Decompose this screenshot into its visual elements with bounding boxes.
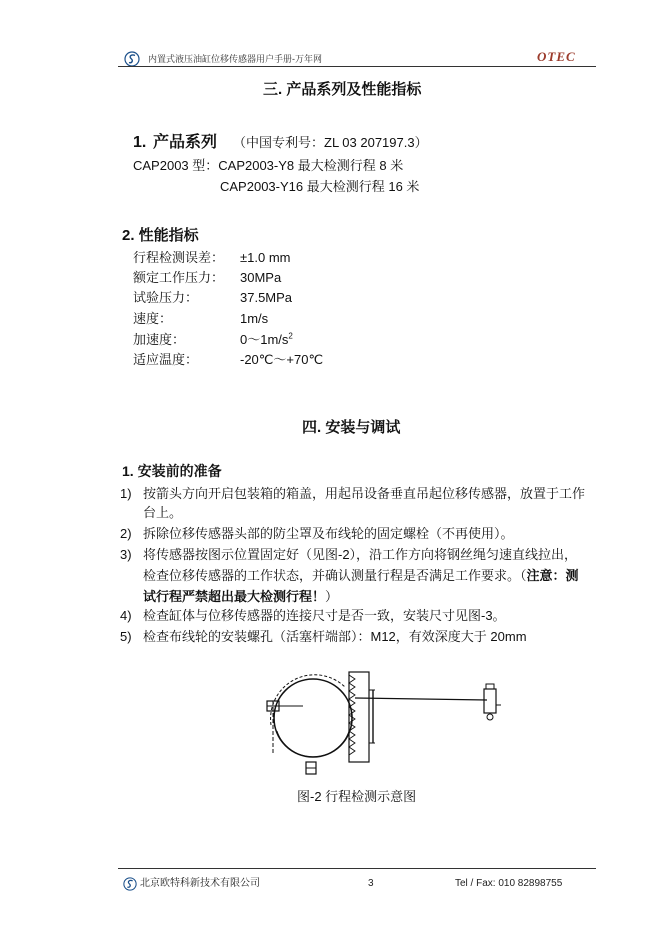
warning-text: 注意：测: [526, 568, 579, 583]
spec-label: 速度：: [133, 311, 173, 326]
footer-rule: [118, 868, 596, 869]
list-item-text: 将传感器按图示位置固定好（见图-2），沿工作方向将钢丝绳匀速直线拉出，: [143, 547, 578, 562]
series-patent: （中国专利号：ZL 03 207197.3）: [233, 135, 428, 150]
sensor-bolt: [487, 714, 493, 720]
prep-heading: 1. 安装前的准备: [122, 463, 222, 479]
header-rule: [118, 66, 596, 67]
footer-contact: Tel / Fax: 010 82898755: [455, 878, 563, 889]
list-item-text: 按箭头方向开启包装箱的箱盖，用起吊设备垂直吊起位移传感器，放置于工作: [143, 486, 586, 501]
list-item-text-line: [143, 587, 338, 607]
series-heading-number: 1.: [133, 134, 147, 151]
figure-caption: 图-2 行程检测示意图: [297, 789, 417, 804]
spec-label: 额定工作压力：: [133, 270, 225, 285]
spec-value: ±1.0 mm: [240, 250, 291, 265]
list-item-text: 检查缸体与位移传感器的连接尺寸是否一致，安装尺寸见图-3。: [143, 608, 506, 623]
stroke-detection-diagram: [255, 665, 505, 780]
spec-value-acceleration: [240, 330, 293, 350]
list-item-number: 1): [120, 486, 132, 501]
spec-value: 37.5MPa: [240, 290, 293, 305]
section3-title: 三. 产品系列及性能指标: [263, 81, 422, 98]
sensor-block: [484, 689, 496, 713]
spec-value: 1m/s: [240, 311, 269, 326]
section4-title: 四. 安装与调试: [302, 419, 401, 436]
list-item-number: 2): [120, 526, 132, 541]
series-model-line-2: CAP2003-Y16 最大检测行程 16 米: [220, 179, 420, 194]
list-item-text-line: [143, 566, 579, 586]
list-item-text: 检查位移传感器的工作状态，并确认测量行程是否满足工作要求。（: [143, 568, 527, 583]
spec-value: -20℃～+70℃: [240, 352, 324, 367]
wire-rope-line: [355, 698, 487, 700]
series-heading: 产品系列: [153, 134, 218, 151]
list-item-text: 台上。: [143, 505, 183, 520]
series-model-line-1: CAP2003 型：CAP2003-Y8 最大检测行程 8 米: [133, 158, 404, 173]
spec-value-superscript: 2: [288, 331, 293, 341]
list-item-number: 4): [120, 608, 132, 623]
spec-label: 试验压力：: [133, 290, 199, 305]
drum-inner-arc: [277, 731, 349, 757]
list-item-text: 拆除位移传感器头部的防尘罩及布线轮的固定螺栓（不再使用）。: [143, 526, 514, 541]
list-item-number: 5): [120, 629, 132, 644]
specs-heading: 2. 性能指标: [122, 227, 199, 244]
header-title: 内置式液压油缸位移传感器用户手册-万年网: [148, 54, 322, 64]
list-item-number: 3): [120, 547, 132, 562]
warning-text: 试行程严禁超出最大检测行程！: [143, 589, 326, 604]
spec-label: 行程检测误差：: [133, 250, 225, 265]
outer-dashed-arc: [271, 675, 345, 725]
otec-logo-icon: [124, 51, 140, 67]
footer-company: 北京欧特科新技术有限公司: [140, 878, 260, 889]
sensor-cap: [486, 684, 494, 689]
spec-value: 30MPa: [240, 270, 282, 285]
list-item-text: ）: [325, 589, 339, 604]
spec-label: 适应温度：: [133, 352, 199, 367]
header-brand: OTEC: [537, 49, 576, 64]
list-item-text: 检查布线轮的安装螺孔（活塞杆端部）：M12，有效深度大于 20mm: [143, 629, 527, 644]
spec-value: 0～1m/s: [240, 332, 289, 347]
page-number: 3: [368, 878, 374, 889]
otec-logo-icon: [123, 877, 137, 891]
spec-label: 加速度：: [133, 332, 186, 347]
